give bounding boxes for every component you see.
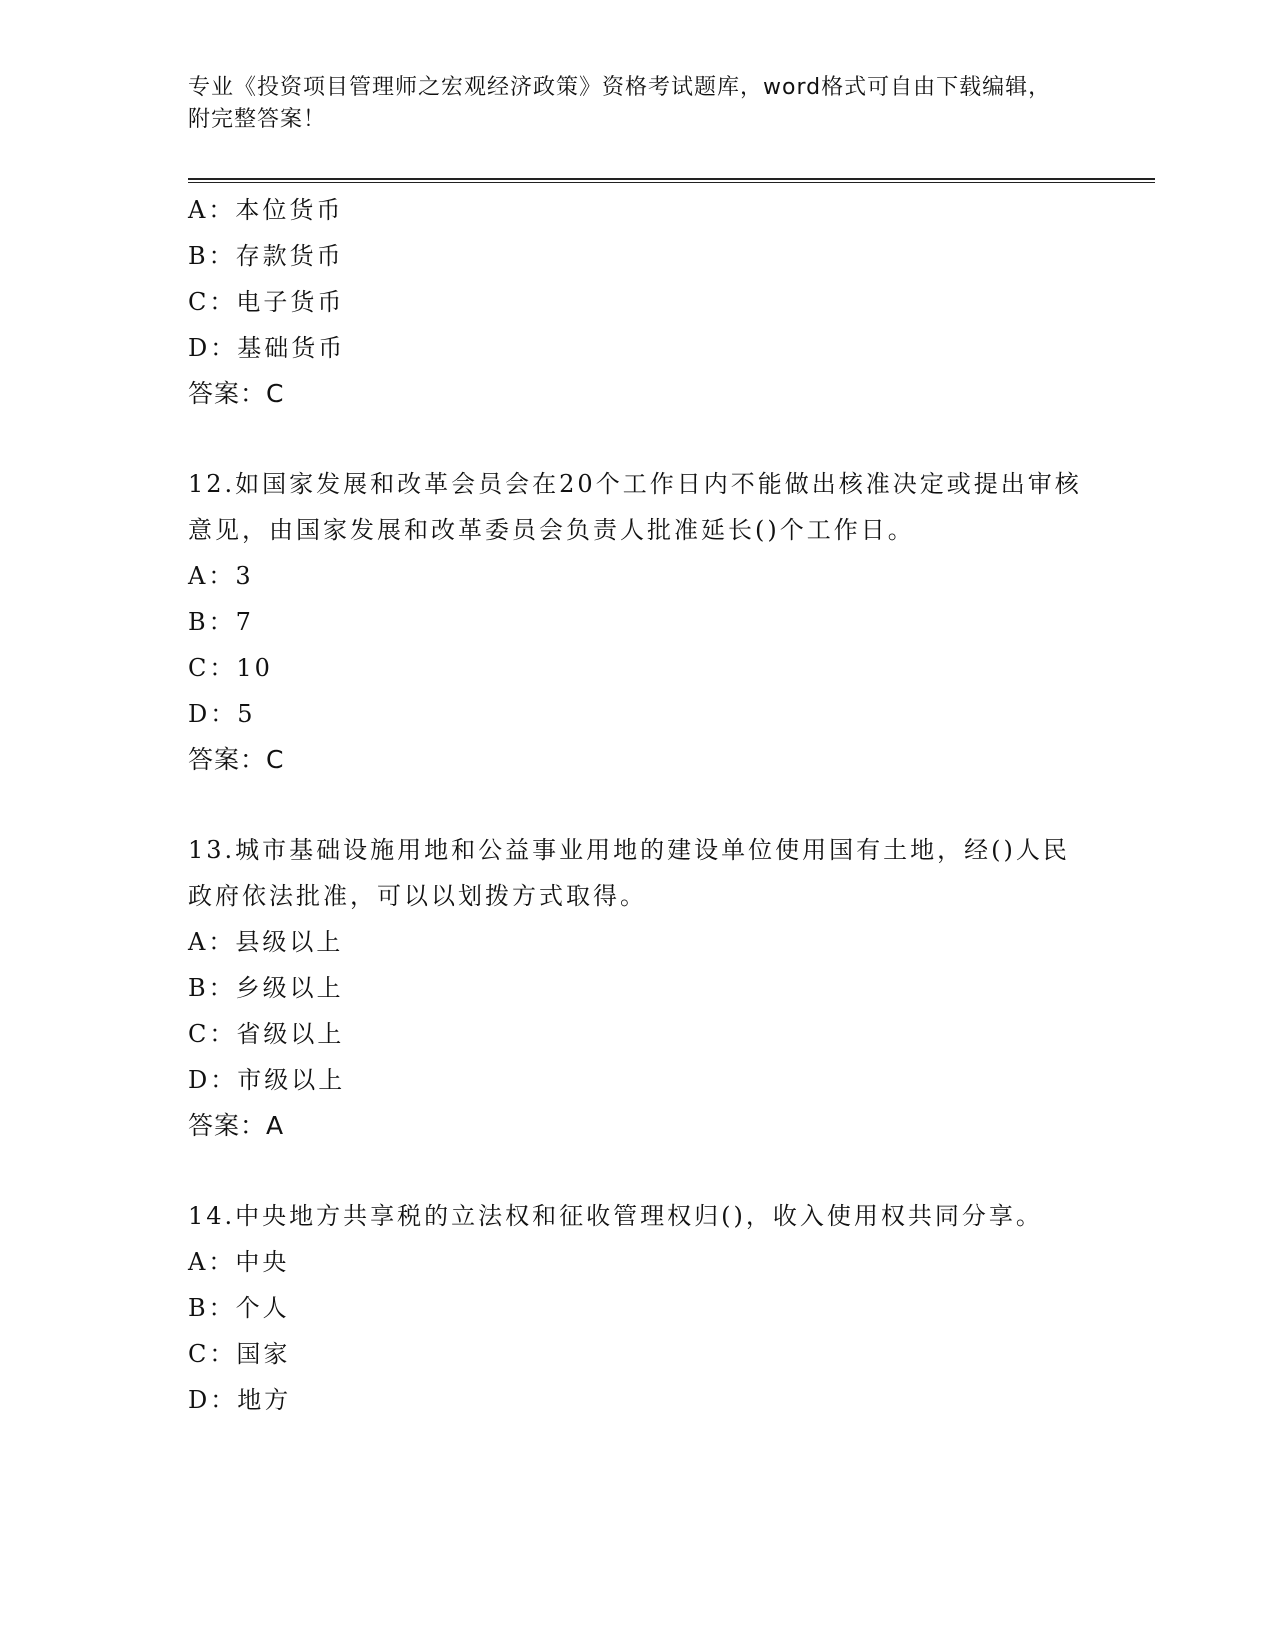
option-b: B：7 [188,608,254,636]
question-block-11 [188,187,1088,417]
option-b: B：存款货币 [188,242,344,270]
answer-line: 答案：A [188,1111,285,1140]
question-block-13 [188,827,1088,1149]
question-text: 14.中央地方共享税的立法权和征收管理权归()，收入使用权共同分享。 [188,1202,1043,1230]
option-c: C：国家 [188,1340,291,1368]
option-d: D：5 [188,700,256,728]
answer-line: 答案：C [188,379,285,408]
question-text: 13.城市基础设施用地和公益事业用地的建设单位使用国有土地，经()人民政府依法批准，可以以划拨方式取得。 [188,836,1070,910]
option-c: C：省级以上 [188,1020,345,1048]
header-divider [188,178,1155,183]
option-c: C：10 [188,654,273,682]
question-block-14 [188,1193,1088,1423]
answer-line: 答案：C [188,745,285,774]
question-text: 12.如国家发展和改革会员会在20个工作日内不能做出核准决定或提出审核意见，由国家发展和改革委员会负责人批准延长()个工作日。 [188,470,1082,544]
spacer [188,783,1088,827]
option-a: A：中央 [188,1248,290,1276]
option-a: A：县级以上 [188,928,344,956]
question-block-12 [188,461,1088,783]
option-b: B：乡级以上 [188,974,344,1002]
option-d: D：基础货币 [188,334,346,362]
question-list [188,187,1088,1423]
spacer [188,417,1088,461]
option-d: D：地方 [188,1386,292,1414]
document-header: 专业《投资项目管理师之宏观经济政策》资格考试题库，word格式可自由下载编辑，附完整答案！ [188,75,1052,132]
option-a: A：本位货币 [188,196,344,224]
spacer [188,1149,1088,1193]
option-b: B：个人 [188,1294,290,1322]
option-a: A：3 [188,562,254,590]
option-c: C：电子货币 [188,288,345,316]
option-d: D：市级以上 [188,1066,346,1094]
